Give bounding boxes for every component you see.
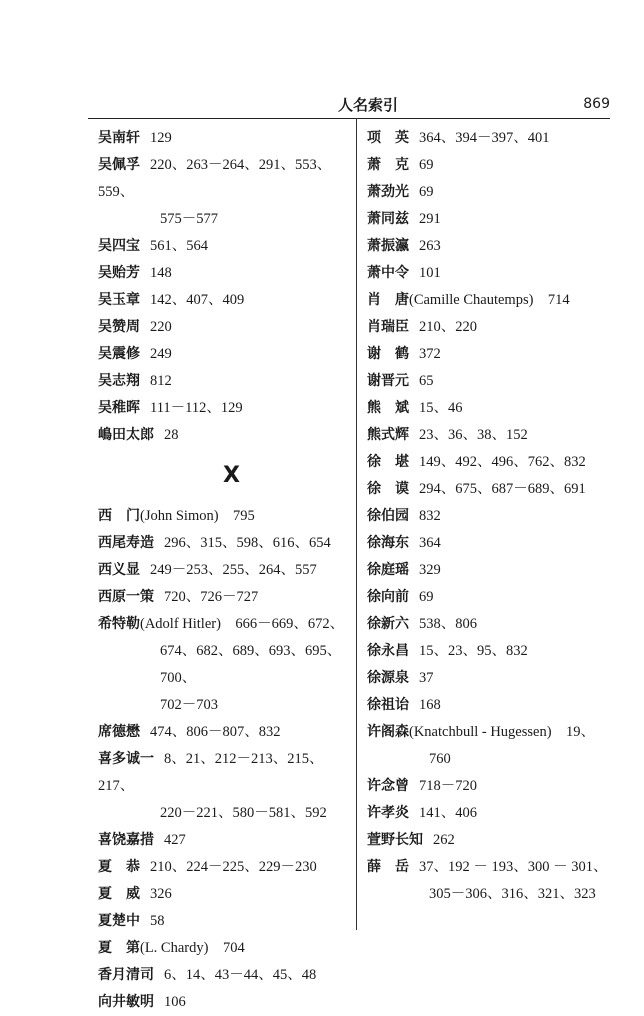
entry-pages: 329 — [419, 562, 441, 578]
entry-name: 西尾寿造 — [98, 535, 154, 551]
entry-pages: 28 — [164, 427, 179, 443]
index-entry — [98, 881, 353, 908]
index-entry — [367, 449, 612, 476]
entry-name: 肖瑞臣 — [367, 319, 409, 335]
entry-pages: 106 — [164, 994, 186, 1010]
entry-pages: 148 — [150, 265, 172, 281]
entry-pages: (Camille Chautemps) 714 — [409, 292, 570, 308]
index-entry — [367, 611, 612, 638]
index-entry — [367, 287, 612, 314]
entry-name: 徐伯园 — [367, 508, 409, 524]
index-entry — [98, 152, 353, 206]
entry-name: 西义显 — [98, 562, 140, 578]
entry-name: 熊 斌 — [367, 400, 409, 416]
entry-pages: 364 — [419, 535, 441, 551]
entry-name: 夏 威 — [98, 886, 140, 902]
entry-pages: 58 — [150, 913, 165, 929]
entry-pages: 142、407、409 — [150, 292, 245, 308]
index-entry — [98, 395, 353, 422]
index-entry — [98, 935, 353, 962]
entry-name: 萧振瀛 — [367, 238, 409, 254]
index-entry — [98, 341, 353, 368]
entry-name: 吴南轩 — [98, 130, 140, 146]
index-entry — [367, 665, 612, 692]
entry-pages: 372 — [419, 346, 441, 362]
header-rule — [88, 118, 610, 119]
index-entry — [98, 962, 353, 989]
entry-name: 夏楚中 — [98, 913, 140, 929]
entry-pages-continued: 305－306、316、321、323 — [429, 886, 596, 902]
index-entry — [367, 152, 612, 179]
entry-pages: 812 — [150, 373, 172, 389]
entry-pages: 832 — [419, 508, 441, 524]
entry-name: 吴志翔 — [98, 373, 140, 389]
entries-x-right — [367, 125, 612, 908]
entry-name: 薛 岳 — [367, 859, 409, 875]
index-entry — [98, 530, 353, 557]
index-entry — [98, 422, 353, 449]
entry-name: 许孝炎 — [367, 805, 409, 821]
index-entry — [367, 206, 612, 233]
entry-name: 夏 恭 — [98, 859, 140, 875]
index-entry — [367, 179, 612, 206]
entry-name: 萱野长知 — [367, 832, 423, 848]
entry-pages: 37、192 － 193、300 － 301、 — [419, 859, 608, 875]
entry-name: 萧同兹 — [367, 211, 409, 227]
index-entry — [367, 692, 612, 719]
entry-pages: 149、492、496、762、832 — [419, 454, 586, 470]
entry-name: 萧劲光 — [367, 184, 409, 200]
entry-pages: (Knatchbull - Hugessen) 19、 — [409, 724, 596, 740]
entry-pages: 15、23、95、832 — [419, 643, 528, 659]
index-entry — [367, 638, 612, 665]
index-entry — [98, 827, 353, 854]
entry-name: 喜多诚一 — [98, 751, 154, 767]
index-entry — [98, 503, 353, 530]
entry-pages: 294、675、687－689、691 — [419, 481, 586, 497]
index-entry — [367, 476, 612, 503]
entry-pages: (Adolf Hitler) 666－669、672、 — [140, 616, 345, 632]
entry-name: 谢 鹤 — [367, 346, 409, 362]
entry-pages: 210、220 — [419, 319, 477, 335]
index-entry — [367, 800, 612, 827]
index-entry — [98, 908, 353, 935]
entries-w — [98, 125, 353, 449]
entry-pages: 720、726－727 — [164, 589, 259, 605]
entry-name: 萧中令 — [367, 265, 409, 281]
entry-name: 希特勒 — [98, 616, 140, 632]
entry-name: 喜饶嘉措 — [98, 832, 154, 848]
entry-pages: 69 — [419, 184, 434, 200]
entry-name: 向井敏明 — [98, 994, 154, 1010]
index-entry — [98, 287, 353, 314]
index-entry — [98, 233, 353, 260]
index-entry — [367, 584, 612, 611]
entry-pages: 718－720 — [419, 778, 477, 794]
index-entry — [367, 260, 612, 287]
entry-name: 许念曾 — [367, 778, 409, 794]
index-entry — [367, 314, 612, 341]
entry-name: 西原一策 — [98, 589, 154, 605]
entry-name: 徐向前 — [367, 589, 409, 605]
entry-pages-continued: 575－577 — [160, 211, 218, 227]
entry-pages: 249 — [150, 346, 172, 362]
entry-pages: 101 — [419, 265, 441, 281]
section-letter: X — [223, 463, 240, 488]
entry-pages: 6、14、43－44、45、48 — [164, 967, 317, 983]
entry-pages: 8、21、212－213、215、217、 — [98, 751, 324, 794]
index-entry — [98, 260, 353, 287]
entry-pages-continued: 674、682、689、693、695、700、 — [160, 643, 342, 686]
entry-name: 徐永昌 — [367, 643, 409, 659]
index-entry — [98, 989, 353, 1016]
entry-pages: 474、806－807、832 — [150, 724, 281, 740]
entry-name: 吴稚晖 — [98, 400, 140, 416]
index-entry — [98, 584, 353, 611]
entries-x-left — [98, 503, 353, 1016]
entry-pages: 263 — [419, 238, 441, 254]
index-entry — [367, 395, 612, 422]
entry-pages: 37 — [419, 670, 434, 686]
entry-pages: 538、806 — [419, 616, 477, 632]
entry-name: 吴玉章 — [98, 292, 140, 308]
index-entry — [98, 746, 353, 800]
entry-name: 萧 克 — [367, 157, 409, 173]
column-divider — [356, 118, 357, 930]
index-entry — [367, 368, 612, 395]
left-column — [98, 125, 353, 1016]
index-entry — [98, 719, 353, 746]
index-entry — [98, 557, 353, 584]
entry-pages: 561、564 — [150, 238, 208, 254]
index-entry — [367, 854, 612, 881]
index-entry — [367, 557, 612, 584]
entry-name: 徐海东 — [367, 535, 409, 551]
page-number: 869 — [583, 96, 610, 112]
index-entry — [367, 503, 612, 530]
index-entry — [367, 773, 612, 800]
entry-name: 徐新六 — [367, 616, 409, 632]
entry-name: 吴震修 — [98, 346, 140, 362]
entry-pages: 364、394－397、401 — [419, 130, 550, 146]
index-entry — [367, 341, 612, 368]
entry-pages: 249－253、255、264、557 — [150, 562, 317, 578]
entry-name: 徐 谟 — [367, 481, 409, 497]
entry-pages: 291 — [419, 211, 441, 227]
entry-pages: 296、315、598、616、654 — [164, 535, 331, 551]
entry-pages: 220、263－264、291、553、559、 — [98, 157, 332, 200]
index-entry — [98, 314, 353, 341]
entry-pages-continued: 220－221、580－581、592 — [160, 805, 327, 821]
entry-pages: 262 — [433, 832, 455, 848]
entry-name: 香月清司 — [98, 967, 154, 983]
entry-name: 许阁森 — [367, 724, 409, 740]
entry-name: 徐庭瑶 — [367, 562, 409, 578]
entry-name: 吴赞周 — [98, 319, 140, 335]
index-entry — [367, 719, 612, 746]
entry-pages: 427 — [164, 832, 186, 848]
entry-pages: 141、406 — [419, 805, 477, 821]
entry-name: 吴四宝 — [98, 238, 140, 254]
entry-pages: 129 — [150, 130, 172, 146]
entry-pages: 111－112、129 — [150, 400, 243, 416]
entry-name: 徐祖诒 — [367, 697, 409, 713]
page-header — [88, 94, 610, 116]
entry-pages: 326 — [150, 886, 172, 902]
entry-pages: (L. Chardy) 704 — [140, 940, 245, 956]
entry-pages: 69 — [419, 589, 434, 605]
entry-pages: (John Simon) 795 — [140, 508, 255, 524]
index-entry — [98, 854, 353, 881]
entry-pages: 69 — [419, 157, 434, 173]
entry-name: 肖 唐 — [367, 292, 409, 308]
entry-name: 熊式辉 — [367, 427, 409, 443]
index-entry — [367, 827, 612, 854]
index-entry — [98, 611, 353, 638]
entry-name: 徐源泉 — [367, 670, 409, 686]
entry-name: 徐 堪 — [367, 454, 409, 470]
entry-pages: 23、36、38、152 — [419, 427, 528, 443]
index-entry — [367, 125, 612, 152]
running-title: 人名索引 — [338, 96, 399, 114]
entry-pages: 220 — [150, 319, 172, 335]
entry-name: 夏 第 — [98, 940, 140, 956]
entry-pages: 168 — [419, 697, 441, 713]
entry-name: 吴佩孚 — [98, 157, 140, 173]
entry-pages-continued: 702－703 — [160, 697, 218, 713]
index-entry — [367, 233, 612, 260]
entry-name: 项 英 — [367, 130, 409, 146]
index-entry — [367, 422, 612, 449]
index-entry — [98, 125, 353, 152]
entry-name: 吴贻芳 — [98, 265, 140, 281]
entry-name: 西 门 — [98, 508, 140, 524]
right-column — [367, 125, 612, 908]
index-entry — [367, 530, 612, 557]
index-entry — [98, 368, 353, 395]
entry-pages: 210、224－225、229－230 — [150, 859, 317, 875]
entry-name: 嶋田太郎 — [98, 427, 154, 443]
entry-pages: 65 — [419, 373, 434, 389]
entry-name: 席德懋 — [98, 724, 140, 740]
entry-pages: 15、46 — [419, 400, 463, 416]
entry-pages-continued: 760 — [429, 751, 451, 767]
entry-name: 谢晋元 — [367, 373, 409, 389]
